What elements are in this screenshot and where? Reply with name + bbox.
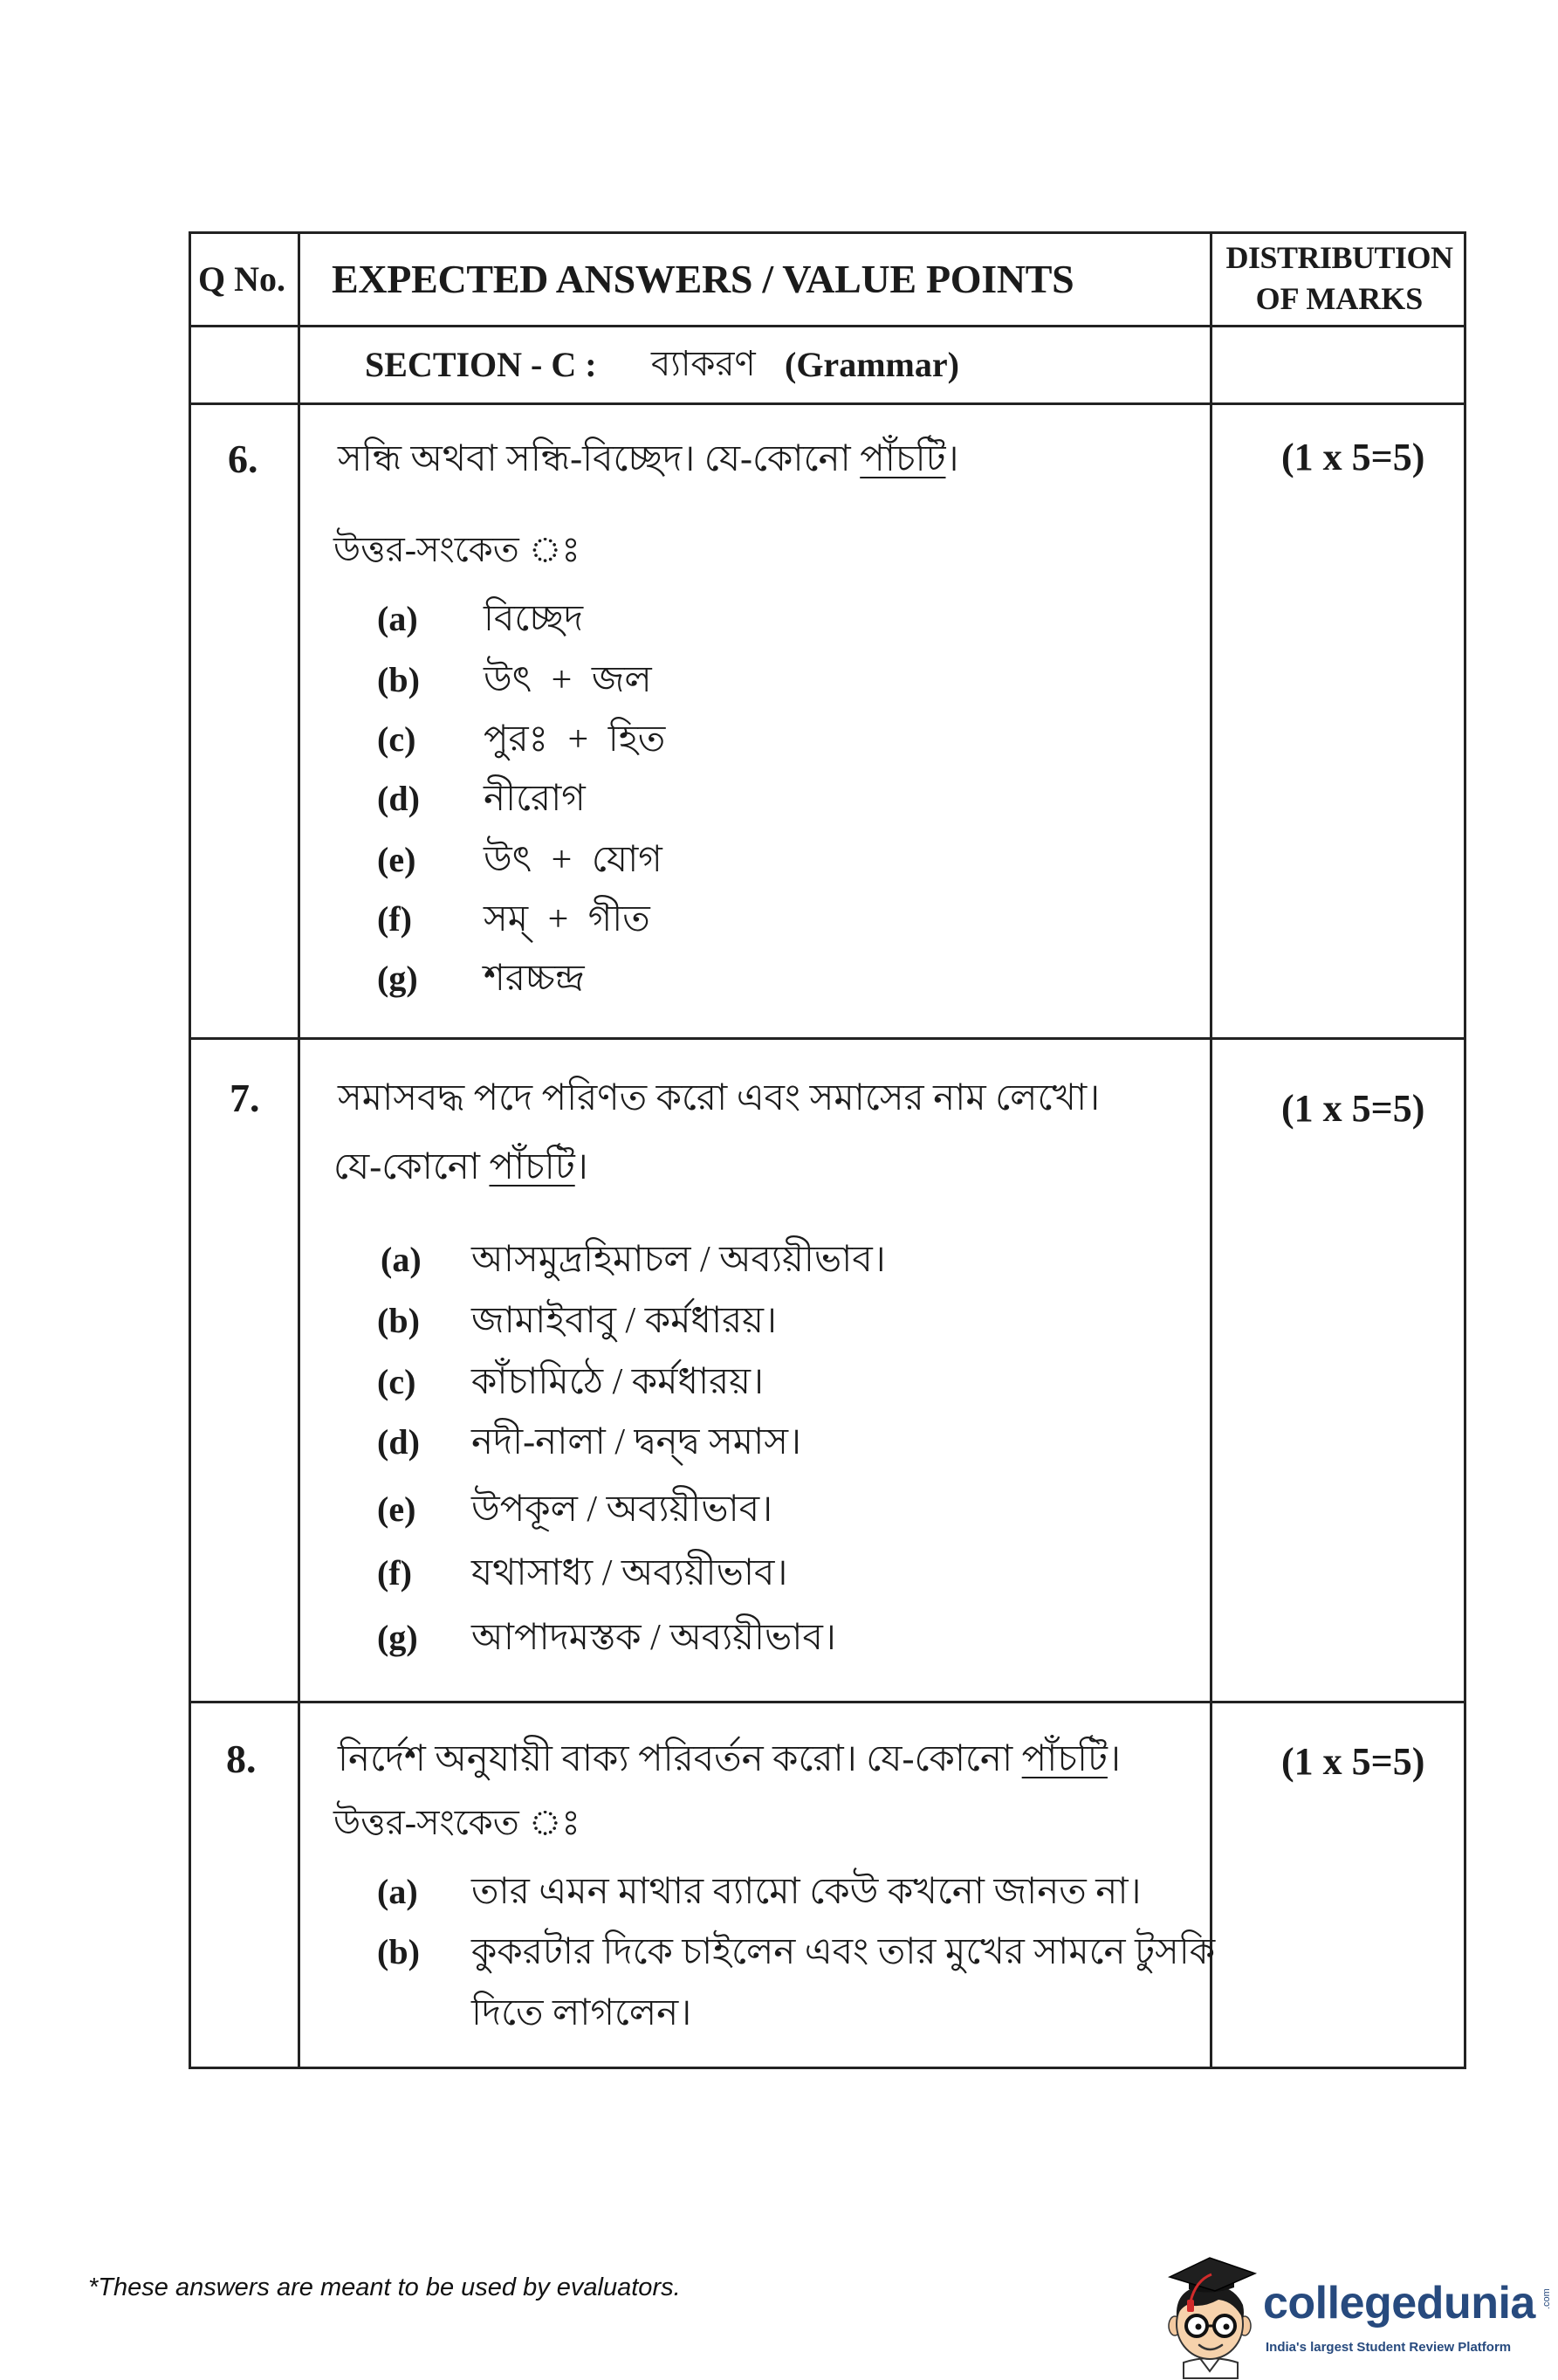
logo-wordmark: collegedunia — [1263, 2278, 1535, 2328]
header-marks-line1: DISTRIBUTION — [1225, 240, 1453, 275]
logo-domain-suffix: .com — [1541, 2288, 1552, 2309]
column-divider-qno — [298, 231, 300, 2069]
prompt-text: যে-কোনো — [333, 1147, 490, 1187]
logo-tagline: India's largest Student Review Platform — [1266, 2340, 1512, 2355]
mascot-mortarboard — [1170, 2258, 1255, 2291]
answer-label: (b) — [377, 660, 420, 699]
answer-label: (g) — [377, 959, 418, 998]
answer-text: আপাদমস্তক / অব্যয়ীভাব। — [471, 1618, 836, 1658]
answer-label: (a) — [381, 1240, 422, 1279]
question-number: 6. — [228, 437, 258, 481]
row-divider-q6 — [189, 1037, 1466, 1040]
question-prompt-line1: সমাসবদ্ধ পদে পরিণত করো এবং সমাসের নাম লেখো। — [338, 1078, 1101, 1118]
evaluator-note: *These answers are meant to be used by evaluators. — [88, 2273, 681, 2301]
answer-text: নীরোগ — [484, 779, 586, 819]
answer-label: (e) — [377, 840, 416, 879]
mascot-shirt — [1184, 2358, 1238, 2378]
answer-text: শরচ্চন্দ্র — [484, 959, 585, 999]
section-english-title: (Grammar) — [785, 345, 959, 384]
answer-label: (b) — [377, 1932, 420, 1971]
row-divider-section — [189, 402, 1466, 405]
section-bengali-title: ব্যাকরণ — [651, 344, 756, 383]
answer-label: (e) — [377, 1489, 416, 1529]
answer-label: (f) — [377, 1553, 412, 1592]
question-prompt — [338, 1737, 1121, 1781]
answer-text: উপকূল / অব্যয়ীভাব। — [471, 1489, 773, 1530]
row-divider-header — [189, 325, 1466, 327]
column-divider-marks — [1210, 231, 1212, 2069]
question-prompt — [338, 437, 959, 481]
section-label: SECTION - C : — [365, 345, 597, 384]
question-number: 7. — [230, 1076, 260, 1120]
prompt-underlined-text: পাঁচটি — [489, 1147, 575, 1187]
mascot-right-eye — [1224, 2324, 1230, 2330]
answer-text: জামাইবাবু / কর্মধারয়। — [471, 1301, 777, 1341]
answer-text: উৎ + যোগ — [484, 840, 662, 880]
header-marks-line2: OF MARKS — [1255, 281, 1424, 316]
answer-text-continuation: দিতে লাগলেন। — [471, 1993, 692, 2033]
answer-label: (a) — [377, 599, 418, 638]
answer-label: (c) — [377, 719, 416, 759]
answer-label: (a) — [377, 1872, 418, 1911]
answer-label: (g) — [377, 1618, 418, 1657]
question-prompt-line2 — [333, 1145, 588, 1189]
prompt-end: । — [945, 439, 959, 479]
answer-label: (c) — [377, 1362, 416, 1401]
answer-text: উৎ + জল — [484, 660, 652, 700]
question-marks: (1 x 5=5) — [1281, 1740, 1425, 1783]
question-marks: (1 x 5=5) — [1281, 1087, 1425, 1130]
answer-hint-heading: উত্তর-সংকেত ঃ — [333, 1803, 580, 1842]
mascot-left-eye — [1196, 2324, 1202, 2330]
header-q-no: Q No. — [198, 259, 285, 299]
prompt-text: নির্দেশ অনুযায়ী বাক্য পরিবর্তন করো। যে-কোনো — [338, 1739, 1022, 1779]
answer-text: তার এমন মাথার ব্যামো কেউ কখনো জানত না। — [471, 1872, 1142, 1912]
collegedunia-mascot-logo — [1157, 2251, 1262, 2380]
prompt-end: । — [1107, 1739, 1121, 1779]
prompt-end: । — [574, 1147, 588, 1187]
answer-label: (d) — [377, 779, 420, 818]
answer-text: কুকরটার দিকে চাইলেন এবং তার মুখের সামনে টুসকি — [471, 1932, 1216, 1972]
row-divider-q7 — [189, 1701, 1466, 1703]
answer-text: আসমুদ্রহিমাচল / অব্যয়ীভাব। — [471, 1240, 886, 1280]
answer-label: (b) — [377, 1301, 420, 1340]
header-title: EXPECTED ANSWERS / VALUE POINTS — [332, 257, 1074, 301]
prompt-underlined-text: পাঁচটি — [860, 439, 946, 479]
question-number: 8. — [226, 1737, 257, 1781]
answer-hint-heading: উত্তর-সংকেত ঃ — [333, 530, 580, 569]
answer-text: নদী-নালা / দ্বন্দ্ব সমাস। — [471, 1422, 802, 1462]
prompt-text: সন্ধি অথবা সন্ধি-বিচ্ছেদ। যে-কোনো — [338, 439, 861, 479]
question-marks: (1 x 5=5) — [1281, 436, 1425, 478]
prompt-underlined-text: পাঁচটি — [1021, 1739, 1108, 1779]
answer-text: সম্ + গীত — [484, 899, 650, 939]
answer-text: বিচ্ছেদ — [484, 599, 584, 639]
mascot-tassel — [1187, 2300, 1194, 2312]
answer-text: পুরঃ + হিত — [484, 719, 666, 760]
answer-text: কাঁচামিঠে / কর্মধারয়। — [471, 1362, 765, 1402]
answer-text: যথাসাধ্য / অব্যয়ীভাব। — [471, 1553, 788, 1593]
answer-label: (d) — [377, 1422, 420, 1462]
answer-label: (f) — [377, 899, 412, 939]
